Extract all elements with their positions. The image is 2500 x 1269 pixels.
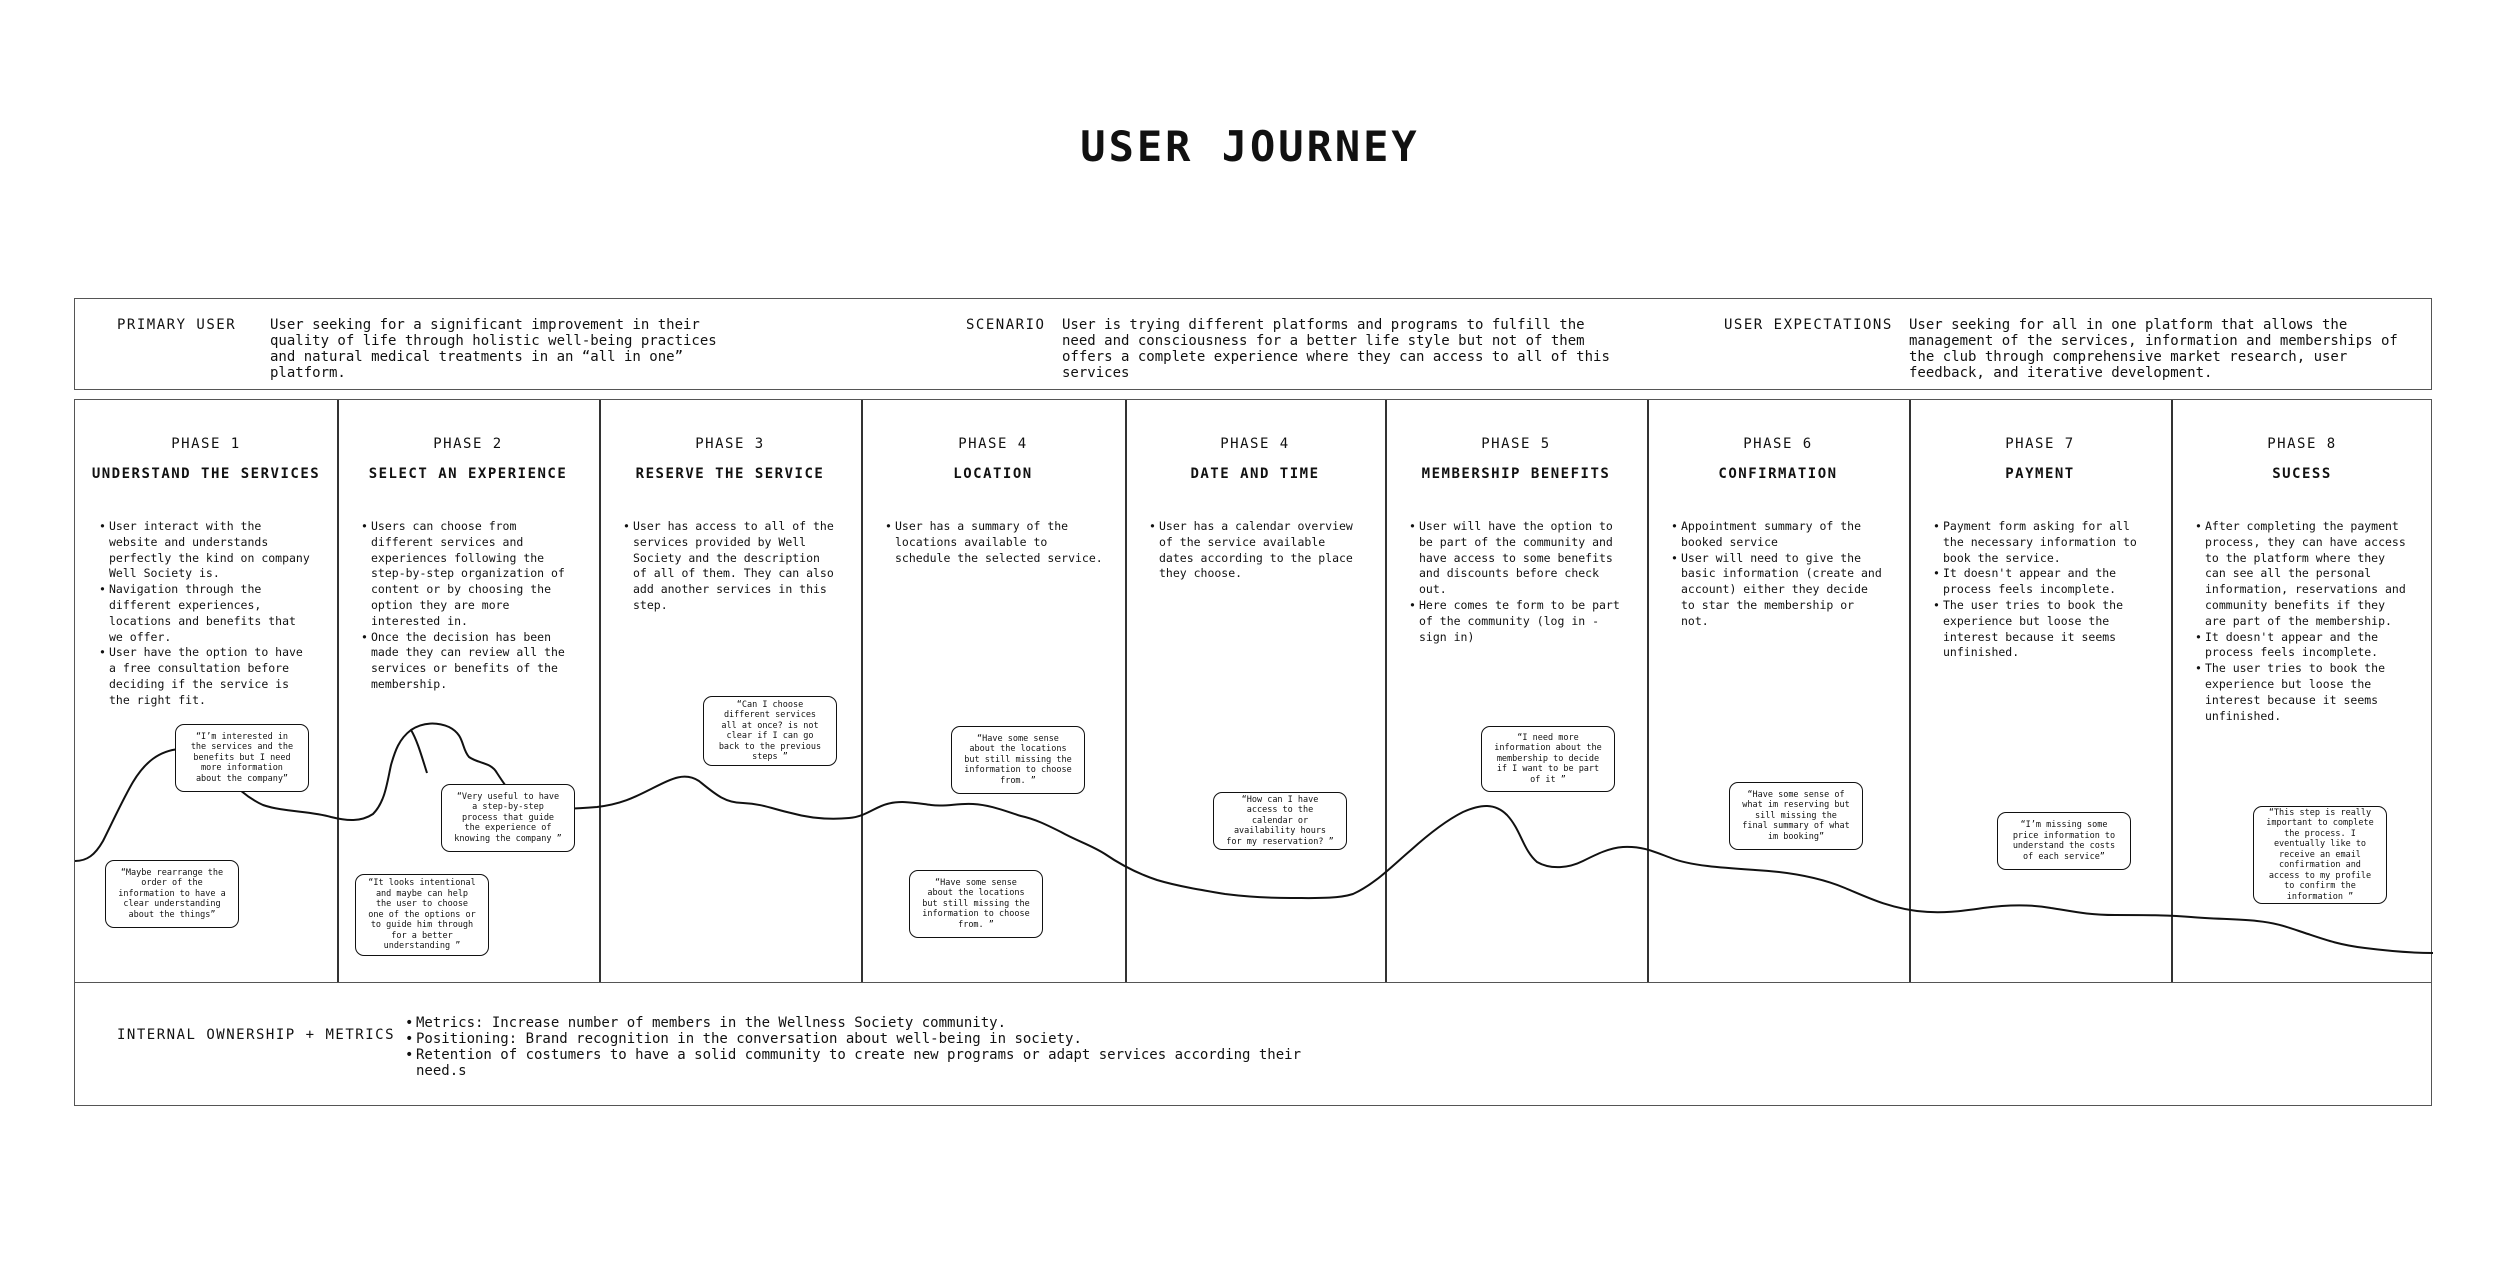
quote-bubble: “Very useful to have a step-by-step process that guide the experience of knowing the company ” (441, 784, 575, 852)
phase-note: • Navigation through the different experiences, locations and benefits that we offer. (99, 582, 315, 645)
phase-label: PHASE 4 (1220, 436, 1290, 452)
phase-note: • The user tries to book the experience but loose the interest because it seems unfinished. (1933, 598, 2149, 661)
phase-note: • Once the decision has been made they can review all the services or benefits of the membership. (361, 630, 577, 693)
phase-label: PHASE 7 (2005, 436, 2075, 452)
phase-note: • It doesn't appear and the process feels incomplete. (1933, 566, 2149, 598)
scenario-text: User is trying different platforms and programs to fulfill the need and consciousness for a better life style but not of them offers a complete experience where they can access to all of this services (1062, 317, 1610, 381)
phase-note: • Payment form asking for all the necessary information to book the service. (1933, 519, 2149, 566)
quote-bubble: “I’m interested in the services and the benefits but I need more information about the company” (175, 724, 309, 792)
quote-bubble: “How can I have access to the calendar or availability hours for my reservation? ” (1213, 792, 1347, 850)
metrics-list (405, 1015, 1305, 1079)
scenario-label: SCENARIO (966, 317, 1046, 333)
metric-item: • Positioning: Brand recognition in the conversation about well-being in society. (405, 1031, 1305, 1047)
quote-bubble: “This step is really important to complete the process. I eventually like to receive an email confirmation and access to my profile to confirm the information ” (2253, 806, 2387, 904)
user-expectations-label: USER EXPECTATIONS (1724, 317, 1893, 333)
quote-bubble: “Have some sense about the locations but still missing the information to choose from. ” (951, 726, 1085, 794)
phases-panel (74, 399, 2432, 983)
primary-user-text: User seeking for a significant improvement in their quality of life through holistic well-being practices and natural medical treatments in an “all in one” platform. (270, 317, 717, 381)
phase-note: • User have the option to have a free consultation before deciding if the service is the right fit. (99, 645, 315, 708)
phase-name: PAYMENT (2005, 466, 2075, 482)
quote-bubble: “Maybe rearrange the order of the information to have a clear understanding about the things” (105, 860, 239, 928)
phase-name: CONFIRMATION (1718, 466, 1838, 482)
phase-note: • It doesn't appear and the process feels incomplete. (2195, 630, 2411, 662)
phase-note: • Here comes te form to be part of the community (log in - sign in) (1409, 598, 1625, 645)
phase-label: PHASE 2 (433, 436, 503, 452)
quote-bubble: “It looks intentional and maybe can help the user to choose one of the options or to guide him through for a better understanding ” (355, 874, 489, 956)
primary-user-label: PRIMARY USER (117, 317, 237, 333)
phase-name: UNDERSTAND THE SERVICES (91, 466, 321, 482)
quote-bubble: “I need more information about the membership to decide if I want to be part of it ” (1481, 726, 1615, 792)
phase-label: PHASE 3 (695, 436, 765, 452)
page-title: USER JOURNEY (1080, 122, 1420, 171)
phase-name: RESERVE THE SERVICE (635, 466, 825, 482)
phase-name: MEMBERSHIP BENEFITS (1421, 466, 1611, 482)
phase-note: • After completing the payment process, they can have access to the platform where they can see all the personal information, reservations and community benefits if they are part of the membership. (2195, 519, 2411, 630)
phase-name: SELECT AN EXPERIENCE (368, 466, 568, 482)
phase-name: LOCATION (953, 466, 1033, 482)
phase-note: • User has a calendar overview of the service available dates according to the place they choose. (1149, 519, 1363, 582)
phase-label: PHASE 6 (1743, 436, 1813, 452)
context-panel (74, 298, 2432, 390)
phase-note: • The user tries to book the experience but loose the interest because it seems unfinished. (2195, 661, 2411, 724)
quote-bubble: “Have some sense of what im reserving but sill missing the final summary of what im booking” (1729, 782, 1863, 850)
phase-note: • User interact with the website and understands perfectly the kind on company Well Society is. (99, 519, 315, 582)
metrics-panel (74, 982, 2432, 1106)
ownership-metrics-label: INTERNAL OWNERSHIP + METRICS (117, 1027, 396, 1043)
phase-label: PHASE 1 (171, 436, 241, 452)
quote-bubble: “Have some sense about the locations but still missing the information to choose from. ” (909, 870, 1043, 938)
quote-bubble: “Can I choose different services all at once? is not clear if I can go back to the previous steps ” (703, 696, 837, 766)
phase-note: • User will have the option to be part of the community and have access to some benefits and discounts before check out. (1409, 519, 1625, 598)
phase-note: • User has a summary of the locations available to schedule the selected service. (885, 519, 1103, 566)
phase-label: PHASE 5 (1481, 436, 1551, 452)
phase-note: • User will need to give the basic information (create and account) either they decide to star the membership or not. (1671, 551, 1887, 630)
phase-note: • Users can choose from different services and experiences following the step-by-step organization of content or by choosing the option they are more interested in. (361, 519, 577, 630)
quote-bubble: “I’m missing some price information to understand the costs of each service” (1997, 812, 2131, 870)
phase-name: DATE AND TIME (1190, 466, 1320, 482)
phase-note: • User has access to all of the services provided by Well Society and the description of all of them. They can also add another services in this step. (623, 519, 839, 614)
phase-label: PHASE 8 (2267, 436, 2337, 452)
metric-item: • Metrics: Increase number of members in the Wellness Society community. (405, 1015, 1305, 1031)
metric-item: • Retention of costumers to have a solid community to create new programs or adapt services according their need.s (405, 1047, 1305, 1079)
user-expectations-text: User seeking for all in one platform that allows the management of the services, information and memberships of the club through comprehensive market research, user feedback, and iterative development. (1909, 317, 2398, 381)
phase-name: SUCESS (2272, 466, 2332, 482)
phase-note: • Appointment summary of the booked service (1671, 519, 1887, 551)
phase-label: PHASE 4 (958, 436, 1028, 452)
